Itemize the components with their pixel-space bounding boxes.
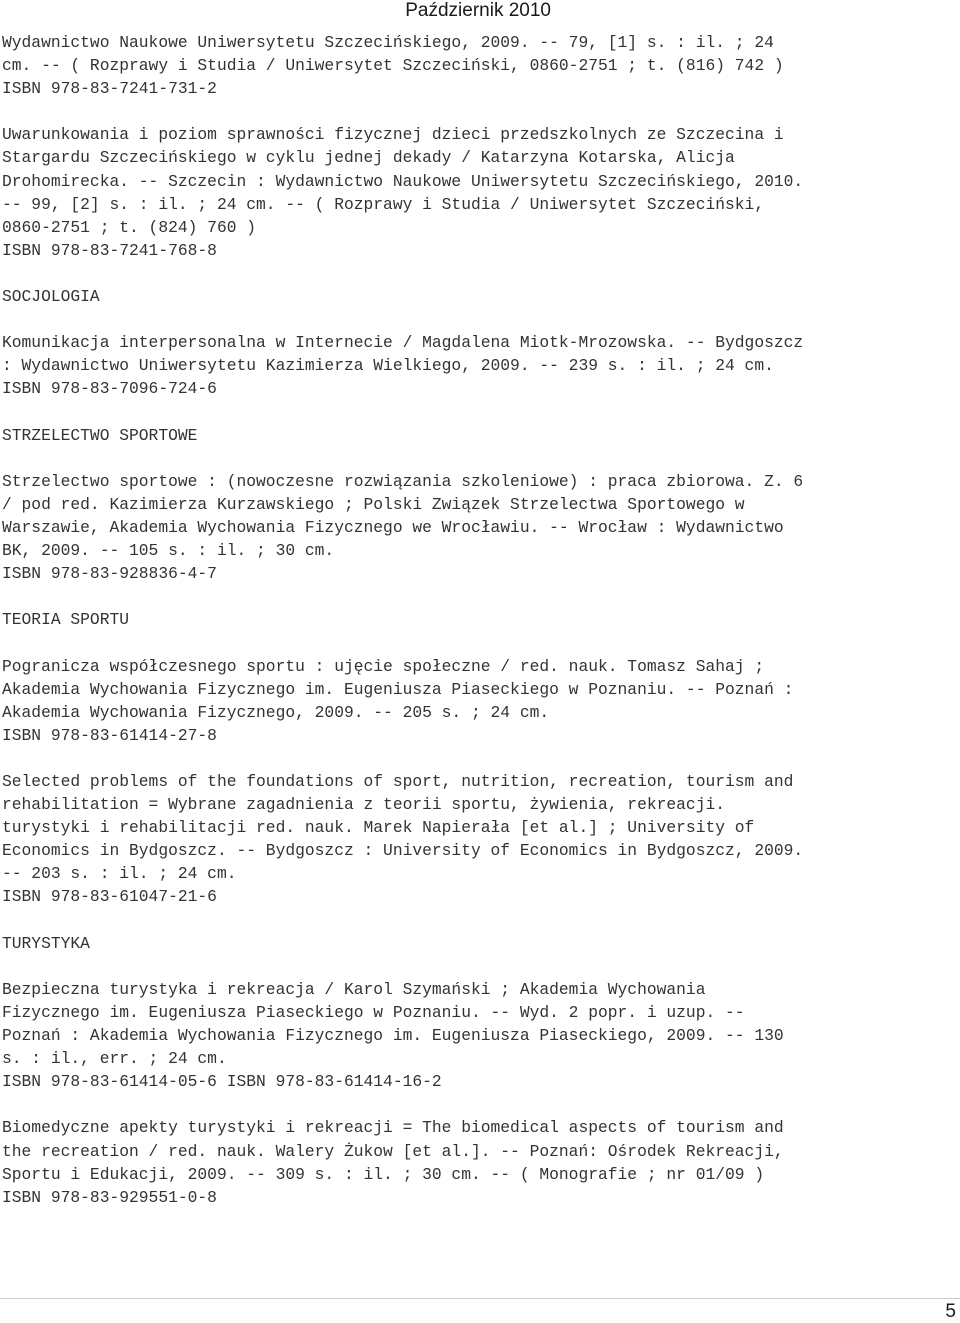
entry-line: Pogranicza współczesnego sportu : ujęcie społeczne / red. nauk. Tomasz Sahaj ;: [2, 656, 765, 676]
bibliography-entry: [2, 770, 956, 909]
bibliography-entry: [2, 1116, 956, 1208]
entry-isbn: ISBN 978-83-7241-731-2: [2, 79, 217, 99]
entry-line: Komunikacja interpersonalna w Internecie / Magdalena Miotk-Mrozowska. -- Bydgoszcz: [2, 333, 804, 353]
spacer: [2, 955, 956, 978]
section-heading-teoria-sportu: TEORIA SPORTU: [2, 610, 130, 630]
entry-line: Poznań : Akademia Wychowania Fizycznego im. Eugeniusza Piaseckiego, 2009. -- 130: [2, 1026, 784, 1046]
spacer: [2, 401, 956, 424]
entry-line: cm. -- ( Rozprawy i Studia / Uniwersytet Szczeciński, 0860-2751 ; t. (816) 742 ): [2, 56, 784, 76]
entry-isbn: ISBN 978-83-928836-4-7: [2, 564, 217, 584]
spacer: [2, 1093, 956, 1116]
entry-line: / pod red. Kazimierza Kurzawskiego ; Polski Związek Strzelectwa Sportowego w: [2, 494, 745, 514]
entry-line: Fizycznego im. Eugeniusza Piaseckiego w Poznaniu. -- Wyd. 2 popr. i uzup. --: [2, 1002, 745, 1022]
entry-line: 0860-2751 ; t. (824) 760 ): [2, 217, 257, 237]
bibliography-entry: [2, 331, 956, 400]
entry-isbn: ISBN 978-83-61414-27-8: [2, 725, 217, 745]
entry-line: Akademia Wychowania Fizycznego im. Eugeniusza Piaseckiego w Poznaniu. -- Poznań :: [2, 679, 794, 699]
entry-line: Stargardu Szczecińskiego w cyklu jednej dekady / Katarzyna Kotarska, Alicja: [2, 148, 735, 168]
spacer: [2, 308, 956, 331]
entry-line: -- 99, [2] s. : il. ; 24 cm. -- ( Rozprawy i Studia / Uniwersytet Szczeciński,: [2, 194, 765, 214]
entry-line: : Wydawnictwo Uniwersytetu Kazimierza Wielkiego, 2009. -- 239 s. : il. ; 24 cm.: [2, 356, 774, 376]
bibliography-entry: [2, 978, 956, 1093]
bibliography-entry: [2, 655, 956, 747]
spacer: [2, 909, 956, 932]
entry-line: Strzelectwo sportowe : (nowoczesne rozwiązania szkoleniowe) : praca zbiorowa. Z. 6: [2, 471, 804, 491]
entry-isbn: ISBN 978-83-61047-21-6: [2, 887, 217, 907]
entry-line: Akademia Wychowania Fizycznego, 2009. -- 205 s. ; 24 cm.: [2, 702, 550, 722]
footer-divider: [0, 1298, 960, 1299]
entry-line: Biomedyczne apekty turystyki i rekreacji = The biomedical aspects of tourism and: [2, 1118, 784, 1138]
bibliography-entry: [2, 31, 956, 100]
entry-line: the recreation / red. nauk. Walery Żukow [et al.]. -- Poznań: Ośrodek Rekreacji,: [2, 1141, 784, 1161]
bibliography-entry: [2, 123, 956, 262]
entry-line: Uwarunkowania i poziom sprawności fizycznej dzieci przedszkolnych ze Szczecina i: [2, 125, 784, 145]
section-heading-socjologia: SOCJOLOGIA: [2, 287, 100, 307]
entry-line: Sportu i Edukacji, 2009. -- 309 s. : il. ; 30 cm. -- ( Monografie ; nr 01/09 ): [2, 1164, 765, 1184]
spacer: [2, 100, 956, 123]
entry-line: -- 203 s. : il. ; 24 cm.: [2, 864, 237, 884]
entry-isbn: ISBN 978-83-7096-724-6: [2, 379, 217, 399]
entry-line: Bezpieczna turystyka i rekreacja / Karol Szymański ; Akademia Wychowania: [2, 979, 706, 999]
page-number: 5: [945, 1301, 956, 1322]
entry-line: turystyki i rehabilitacji red. nauk. Marek Napierała [et al.] ; University of: [2, 818, 755, 838]
entry-line: BK, 2009. -- 105 s. : il. ; 30 cm.: [2, 541, 335, 561]
spacer: [2, 631, 956, 654]
entry-line: Wydawnictwo Naukowe Uniwersytetu Szczecińskiego, 2009. -- 79, [1] s. : il. ; 24: [2, 33, 774, 52]
page-header-date: Październik 2010: [405, 0, 551, 21]
section-heading-strzelectwo-sportowe: STRZELECTWO SPORTOWE: [2, 425, 198, 445]
spacer: [2, 262, 956, 285]
spacer: [2, 447, 956, 470]
spacer: [2, 747, 956, 770]
entry-line: Drohomirecka. -- Szczecin : Wydawnictwo Naukowe Uniwersytetu Szczecińskiego, 2010.: [2, 171, 804, 191]
entry-isbn: ISBN 978-83-929551-0-8: [2, 1187, 217, 1207]
entry-line: Economics in Bydgoszcz. -- Bydgoszcz : University of Economics in Bydgoszcz, 2009.: [2, 841, 804, 861]
entry-isbn: ISBN 978-83-61414-05-6 ISBN 978-83-61414-16-2: [2, 1072, 442, 1092]
entry-line: Selected problems of the foundations of sport, nutrition, recreation, tourism and: [2, 772, 794, 791]
entry-line: rehabilitation = Wybrane zagadnienia z teorii sportu, żywienia, rekreacji.: [2, 795, 726, 815]
entry-line: s. : il., err. ; 24 cm.: [2, 1049, 227, 1069]
spacer: [2, 585, 956, 608]
entry-isbn: ISBN 978-83-7241-768-8: [2, 240, 217, 260]
entry-line: Warszawie, Akademia Wychowania Fizycznego we Wrocławiu. -- Wrocław : Wydawnictwo: [2, 517, 784, 537]
section-heading-turystyka: TURYSTYKA: [2, 933, 90, 953]
bibliography-entry: [2, 470, 956, 585]
bibliography-listing: [2, 31, 956, 1209]
